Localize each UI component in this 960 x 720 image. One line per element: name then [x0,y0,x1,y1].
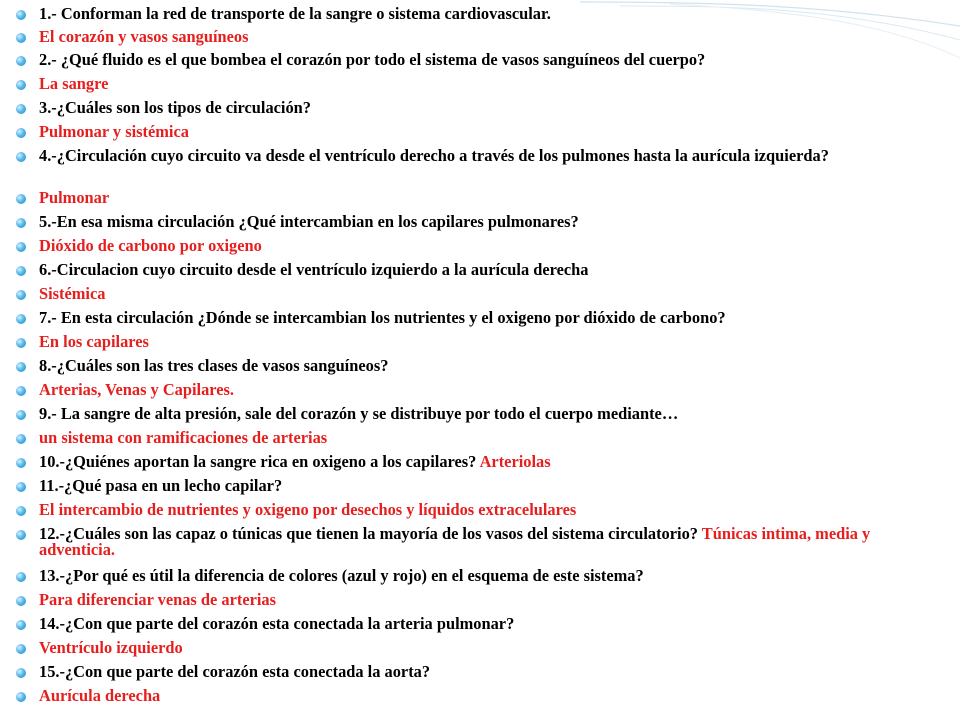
answer-item [0,124,920,140]
question-item [0,100,920,116]
answer-item [0,238,920,254]
question-text: 6.-Circulacion cuyo circuito desde el ventrículo izquierdo a la aurícula derecha [39,260,589,279]
bullet-icon [16,458,26,468]
bullet-icon [16,80,26,90]
question-item [0,310,920,326]
question-item [0,406,920,422]
bullet-icon [16,194,26,204]
question-text: 3.-¿Cuáles son los tipos de circulación? [39,98,311,117]
question-text: 5.-En esa misma circulación ¿Qué intercambian en los capilares pulmonares? [39,212,579,231]
question-item [0,664,920,680]
bullet-icon [16,218,26,228]
question-item [0,454,920,470]
question-text: 12.-¿Cuáles son las capaz o túnicas que tienen la mayoría de los vasos del sistema circulatorio? [39,524,698,543]
question-item [0,214,920,230]
bullet-icon [16,33,26,43]
bullet-icon [16,572,26,582]
question-item [0,478,920,494]
bullet-icon [16,596,26,606]
answer-text: Para diferenciar venas de arterias [39,590,276,609]
bullet-icon [16,692,26,702]
answer-item [0,688,920,704]
bullet-icon [16,506,26,516]
question-item [0,526,920,558]
question-text: 13.-¿Por qué es útil la diferencia de colores (azul y rojo) en el esquema de este sistema? [39,566,644,585]
answer-item [0,29,920,45]
bullet-icon [16,266,26,276]
question-text: 4.-¿Circulación cuyo circuito va desde el ventrículo derecho a través de los pulmones hasta la aurícula izquierda? [39,146,829,165]
bullet-icon [16,482,26,492]
answer-text: Dióxido de carbono por oxigeno [39,236,262,255]
answer-item [0,430,920,446]
bullet-icon [16,242,26,252]
answer-text: Pulmonar y sistémica [39,122,189,141]
followup-answer-text: Túnicas intima, media y adventicia. [39,524,871,559]
bullet-icon [16,620,26,630]
bullet-icon [16,56,26,66]
question-item [0,262,920,278]
answer-item [0,190,920,206]
bullet-icon [16,362,26,372]
question-text: 2.- ¿Qué fluido es el que bombea el corazón por todo el sistema de vasos sanguíneos del cuerpo? [39,50,706,69]
answer-item [0,382,920,398]
question-text: 10.-¿Quiénes aportan la sangre rica en oxigeno a los capilares? [39,452,477,471]
bullet-icon [16,386,26,396]
bullet-icon [16,290,26,300]
bullet-icon [16,410,26,420]
bullet-icon [16,314,26,324]
bullet-icon [16,128,26,138]
question-item [0,52,920,68]
bullet-icon [16,530,26,540]
bullet-icon [16,434,26,444]
answer-item [0,640,920,656]
question-item [0,568,920,584]
answer-text: Pulmonar [39,188,110,207]
question-item [0,148,920,164]
question-text: 9.- La sangre de alta presión, sale del corazón y se distribuye por todo el cuerpo mediante… [39,404,679,423]
answer-text: El corazón y vasos sanguíneos [39,27,249,46]
answer-text: Ventrículo izquierdo [39,638,183,657]
bullet-icon [16,668,26,678]
answer-item [0,502,920,518]
answer-item [0,334,920,350]
bullet-icon [16,104,26,114]
question-item [0,358,920,374]
question-text: 8.-¿Cuáles son las tres clases de vasos sanguíneos? [39,356,389,375]
question-item [0,616,920,632]
question-text: 15.-¿Con que parte del corazón esta conectada la aorta? [39,662,431,681]
question-item [0,6,920,22]
answer-text: un sistema con ramificaciones de arterias [39,428,328,447]
answer-item [0,286,920,302]
bullet-icon [16,10,26,20]
question-text: 7.- En esta circulación ¿Dónde se intercambian los nutrientes y el oxigeno por dióxido de carbono? [39,308,726,327]
bullet-icon [16,152,26,162]
answer-text: Sistémica [39,284,106,303]
answer-text: El intercambio de nutrientes y oxigeno por desechos y líquidos extracelulares [39,500,577,519]
answer-text: Aurícula derecha [39,686,161,705]
inline-answer-text: Arteriolas [479,452,551,471]
answer-text: Arterias, Venas y Capilares. [39,380,235,399]
bullet-icon [16,644,26,654]
answer-item [0,592,920,608]
answer-item [0,76,920,92]
answer-text: La sangre [39,74,109,93]
question-text: 11.-¿Qué pasa en un lecho capilar? [39,476,283,495]
bullet-icon [16,338,26,348]
question-text: 1.- Conforman la red de transporte de la sangre o sistema cardiovascular. [39,4,551,23]
question-text: 14.-¿Con que parte del corazón esta conectada la arteria pulmonar? [39,614,515,633]
answer-text: En los capilares [39,332,149,351]
